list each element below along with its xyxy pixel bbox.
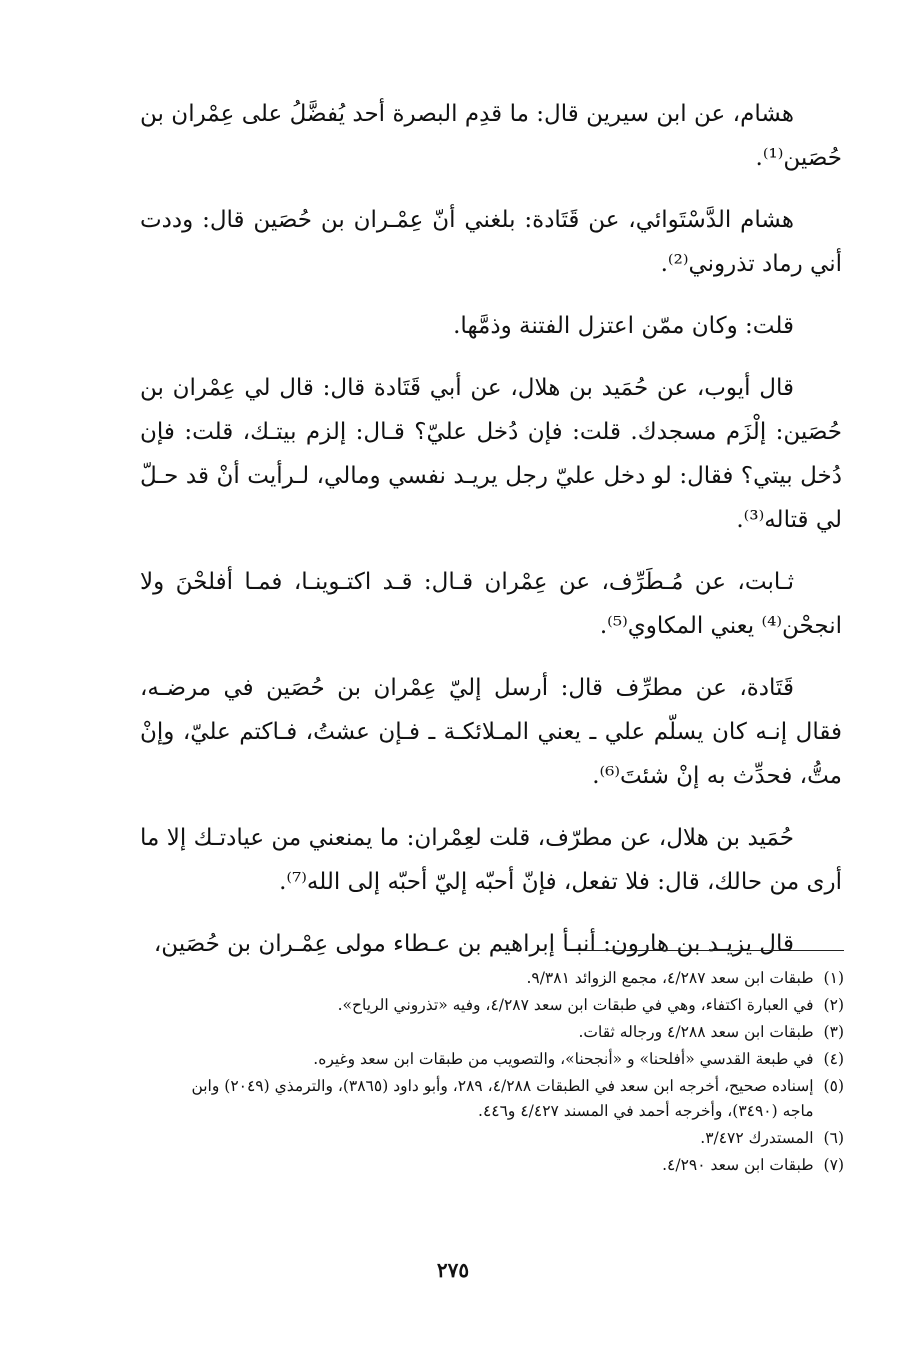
footnote <box>180 1047 844 1072</box>
footnote-text: في العبارة اكتفاء، وهي في طبقات ابن سعد ٤/٢٨٧، وفيه «تذروني الرياح». <box>337 996 814 1014</box>
footnote-number: (٧) <box>823 1156 844 1174</box>
footnote-number: (٦) <box>823 1129 844 1147</box>
paragraph-2: هشام الدَّسْتَوائي، عن قَتَادة: بلغني أنّ عِمْـران بن حُصَين قال: وددت أني رماد تذروني⁽²⁾. <box>140 207 842 277</box>
main-text <box>140 92 842 984</box>
footnote <box>180 1126 844 1151</box>
footnote-number: (٣) <box>823 1023 844 1041</box>
footnote-separator <box>574 950 844 951</box>
footnote-text: طبقات ابن سعد ٤/٢٩٠. <box>662 1156 814 1174</box>
footnote <box>180 966 844 991</box>
footnote-text: إسناده صحيح، أخرجه ابن سعد في الطبقات ٤/٢٨٨، ٢٨٩، وأبو داود (٣٨٦٥)، والترمذي (٢٠٤٩) وابن ماجه (٣٤٩٠)، وأخرجه أحمد في المسند ٤/٤٢٧ و٤٤٦. <box>191 1077 814 1120</box>
footnotes <box>180 966 844 1180</box>
footnote-number: (٢) <box>823 996 844 1014</box>
page-number: ٢٧٥ <box>436 1258 470 1282</box>
paragraph-7: حُمَيد بن هلال، عن مطرّف، قلت لعِمْران: ما يمنعني من عيادتـك إلا ما أرى من حالك، قال: فلا تفعل، فإنّ أحبّه إليّ أحبّه إلى الله⁽⁷⁾. <box>140 825 842 895</box>
footnote <box>180 1153 844 1178</box>
footnote-text: طبقات ابن سعد ٤/٢٨٧، مجمع الزوائد ٩/٣٨١. <box>526 969 814 987</box>
footnote-number: (٤) <box>823 1050 844 1068</box>
paragraph-4: قال أيوب، عن حُمَيد بن هلال، عن أبي قَتَادة قال: قال لي عِمْران بن حُصَين: إلْزَم مسجدك. قلت: فإن دُخل عليّ؟ قـال: إلزم بيتـك، قلت: فإن دُخل بيتي؟ فقال: لو دخل عليّ رجل يريـد نفسي ومالي، لـرأيت أنْ قد حـلّ لي قتاله⁽³⁾. <box>140 375 842 533</box>
footnote <box>180 1020 844 1045</box>
paragraph-3: قلت: وكان ممّن اعتزل الفتنة وذمَّها. <box>453 313 794 339</box>
footnote-text: في طبعة القدسي «أفلحنا» و «أنجحنا»، والتصويب من طبقات ابن سعد وغيره. <box>313 1050 814 1068</box>
paragraph-5: ثـابت، عن مُـطَرِّف، عن عِمْران قـال: قـد اكتـوينـا، فمـا أفلحْنَ ولا انجحْن⁽⁴⁾ يعني المكاوي⁽⁵⁾. <box>140 569 842 639</box>
paragraph-6: قَتَادة، عن مطرِّف قال: أرسل إليّ عِمْران بن حُصَين في مرضـه، فقال إنـه كان يسلّم علي ـ يعني المـلائكـة ـ فـإن عشتُ، فـاكتم عليّ، وإنْ متُّ، فحدِّث به إنْ شئتَ⁽⁶⁾. <box>140 675 842 789</box>
footnote-number: (٥) <box>823 1077 844 1095</box>
footnote-number: (١) <box>823 969 844 987</box>
footnote <box>180 993 844 1018</box>
footnote-text: طبقات ابن سعد ٤/٢٨٨ ورجاله ثقات. <box>578 1023 814 1041</box>
paragraph-1: هشام، عن ابن سيرين قال: ما قدِم البصرة أحد يُفضَّلُ على عِمْران بن حُصَين⁽¹⁾. <box>140 101 842 171</box>
footnote <box>180 1074 844 1124</box>
paragraph-8: قال يزيـد بن هارون: أنبـأ إبراهيم بن عـطاء مولى عِمْـران بن حُصَين، <box>153 931 794 957</box>
footnote-text: المستدرك ٣/٤٧٢. <box>700 1129 814 1147</box>
